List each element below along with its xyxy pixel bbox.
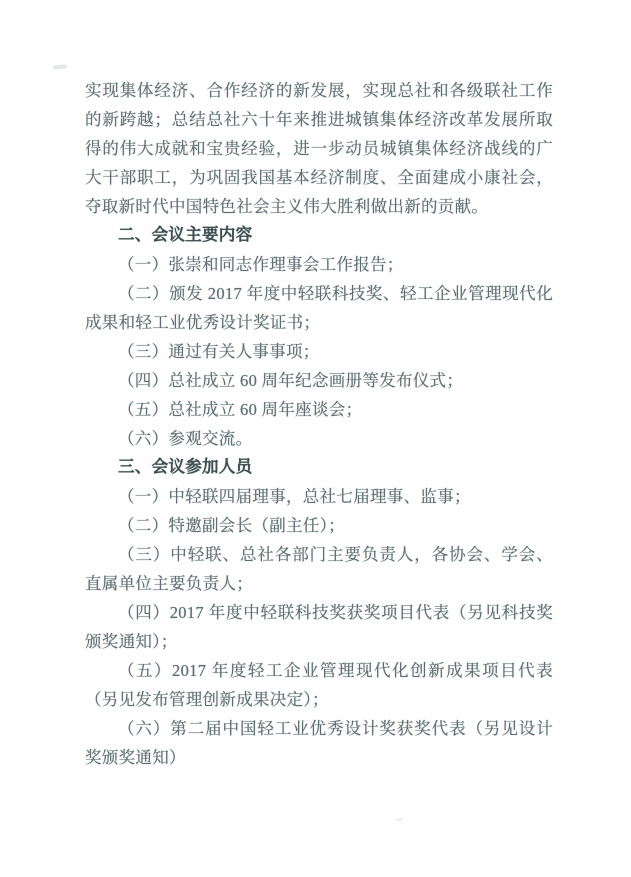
list-item: （四）2017 年度中轻联科技奖获奖项目代表（另见科技奖颁奖通知）； — [85, 603, 553, 651]
section-heading: 二、会议主要内容 — [118, 226, 253, 244]
list-item: （三）通过有关人事事项； — [118, 342, 320, 361]
body-paragraph: 实现集体经济、合作经济的新发展，实现总社和各级联社工作的新跨越；总结总社六十年来推进城镇集体经济改革发展所取得的伟大成就和宝贵经验，进一步动员城镇集体经济战线的广大干部职工，为巩固我国基本经济制度、全面建成小康社会，夺取新时代中国特色社会主义伟大胜利做出新的贡献。 — [85, 81, 553, 216]
list-item: （三）中轻联、总社各部门主要负责人，各协会、学会、直属单位主要负责人； — [85, 545, 553, 593]
list-item: （二）颁发 2017 年度中轻联科技奖、轻工企业管理现代化成果和轻工业优秀设计奖证书； — [85, 284, 553, 332]
list-item: （五）2017 年度轻工企业管理现代化创新成果项目代表（另见发布管理创新成果决定）； — [85, 661, 553, 709]
list-item: （二）特邀副会长（副主任）； — [118, 516, 345, 535]
list-item: （四）总社成立 60 周年纪念画册等发布仪式； — [118, 371, 464, 390]
section-heading: 三、会议参加人员 — [118, 458, 253, 476]
list-item: （一）张崇和同志作理事会工作报告； — [118, 255, 404, 274]
list-item: （一）中轻联四届理事，总社七届理事、监事； — [118, 487, 471, 506]
scan-artifact-speck — [395, 818, 403, 821]
document-body — [85, 76, 553, 772]
list-item: （六）参观交流。 — [118, 429, 253, 448]
list-item: （五）总社成立 60 周年座谈会； — [118, 400, 363, 419]
list-item: （六）第二届中国轻工业优秀设计奖获奖代表（另见设计奖颁奖通知） — [85, 719, 553, 767]
scan-artifact-smudge — [53, 65, 67, 70]
